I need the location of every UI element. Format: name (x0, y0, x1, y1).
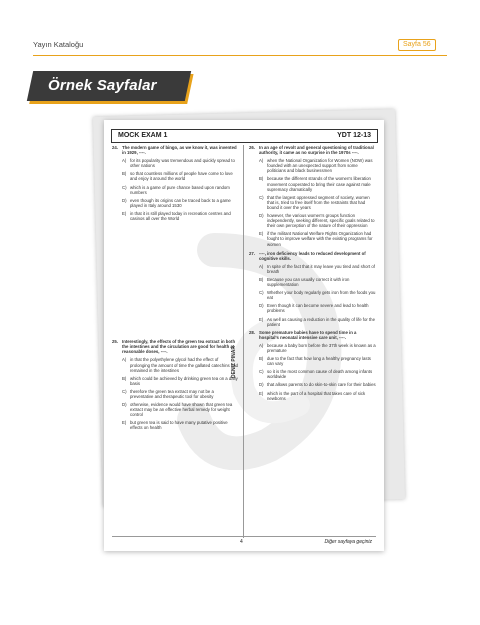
question-block (249, 251, 377, 327)
option-text: Even though it can become severe and lead to health problems (267, 303, 369, 314)
answer-option (112, 420, 238, 430)
question-number: 25. (112, 339, 118, 345)
option-text: Whether your body regularly gets iron from the foods you eat (267, 290, 376, 301)
question-number: 28. (249, 329, 255, 335)
option-letter: A) (259, 263, 264, 269)
option-text: therefore the green tea extract may not be a preventative and therapeutic tool for obesity (130, 388, 214, 399)
answer-option (112, 389, 238, 399)
option-letter: C) (259, 369, 264, 375)
left-column (112, 145, 238, 434)
option-letter: E) (122, 210, 127, 216)
answer-option (249, 213, 377, 228)
option-letter: C) (259, 194, 264, 200)
option-letter: A) (259, 158, 264, 164)
option-text: even though its origins can be traced back to a game played in Italy around 1530 (130, 197, 231, 208)
question-block (112, 339, 238, 430)
answer-option (249, 231, 377, 246)
option-letter: D) (122, 402, 127, 408)
option-letter: A) (122, 158, 127, 164)
answer-option (249, 158, 377, 173)
header-divider (33, 55, 447, 56)
answer-option (112, 357, 238, 372)
option-text: so it is the most common cause of death among infants worldwide (267, 369, 373, 380)
option-text: but green tea is said to have many putative positive effects on health (130, 420, 228, 431)
answer-option (249, 356, 377, 366)
answer-option (249, 277, 377, 287)
question-number: 26. (249, 145, 255, 150)
option-letter: B) (122, 171, 127, 177)
option-text: which is the part of a hospital that takes care of sick newborns (267, 390, 366, 401)
question-number: 24. (112, 145, 118, 150)
answer-option (112, 185, 238, 195)
answer-option (112, 198, 238, 208)
right-column (249, 145, 377, 404)
option-letter: B) (259, 176, 264, 182)
question-block (112, 145, 238, 221)
exam-header (111, 129, 378, 143)
option-letter: C) (259, 290, 264, 296)
option-letter: A) (122, 357, 127, 363)
option-text: so that countless millions of people have come to love and enjoy it around the world (130, 171, 233, 182)
page-number: 4 (240, 539, 243, 545)
question-number: 27. (249, 250, 255, 256)
author-label: DENIZ PINAR (231, 346, 237, 378)
catalog-title: Yayın Kataloğu (33, 40, 84, 49)
option-letter: B) (259, 276, 264, 282)
question-text: In an age of revolt and general questioning of traditional authority, it came as no surprise in the 1970s ----. (259, 145, 374, 156)
answer-option (249, 369, 377, 379)
option-text: due to the fact that how long a healthy pregnancy lasts can vary (267, 356, 371, 367)
answer-option (112, 211, 238, 221)
question-text: Interestingly, the effects of the green tea extract in both the intestines and the circulation are good for health at reasonable doses, ----. (122, 339, 236, 355)
question-text: ----, iron deficiency leads to reduced development of cognitive skills. (259, 250, 366, 261)
question-stem (249, 145, 377, 155)
option-text: in that the polyethylene glycol had the effect of prolonging the amount of time the gallated catechins had remained in the intestines (130, 357, 238, 373)
option-text: if the militant National Welfare Rights Organization had fought to improve welfare with the existing programs for women (267, 231, 373, 247)
section-banner-title: Örnek Sayfalar (48, 77, 157, 94)
footer-divider (112, 536, 376, 537)
question-stem (249, 251, 377, 261)
exam-page (104, 120, 384, 551)
column-divider (243, 145, 244, 538)
answer-option (249, 195, 377, 210)
question-block (249, 145, 377, 247)
option-text: which could be achieved by drinking green tea on a daily basis (130, 375, 238, 386)
option-letter: E) (259, 316, 264, 322)
option-text: that the largest oppressed segment of society, women that is, tried to free itself from the restraints that had bound it over the years (267, 194, 370, 210)
option-letter: D) (122, 197, 127, 203)
option-letter: D) (259, 213, 264, 219)
answer-option (112, 171, 238, 181)
option-letter: D) (259, 382, 264, 388)
answer-option (249, 317, 377, 327)
answer-option (249, 391, 377, 401)
answer-option (249, 176, 377, 191)
answer-option (249, 343, 377, 353)
option-letter: E) (259, 231, 264, 237)
question-stem (249, 330, 377, 340)
option-letter: E) (259, 390, 264, 396)
answer-option (112, 402, 238, 417)
answer-option (249, 290, 377, 300)
answer-option (249, 264, 377, 274)
option-text: otherwise, evidence would have shown that green tea extract may be an effective herbal remedy for weight control (130, 402, 233, 418)
option-text: Because you can usually correct it with iron supplementation (267, 276, 350, 288)
option-text: which is a game of pure chance based upon random numbers (130, 184, 230, 195)
answer-option (249, 382, 377, 387)
option-text: because the different strands of the women's liberation movement cooperated to bring their case against male supremacy dramatically (267, 176, 371, 192)
option-letter: D) (259, 303, 264, 309)
option-text: In spite of the fact that it may leave you tired and short of breath (267, 263, 375, 274)
answer-option (112, 376, 238, 386)
next-page-note: Diğer sayfaya geçiniz (324, 539, 372, 545)
option-text: As well as causing a reduction in the quality of life for the patient (267, 316, 375, 327)
option-text: that allows parents to do skin-to-skin care for their babies (267, 382, 376, 388)
question-text: Some premature babies have to spend time in a hospital's neonatal intensive care unit, ----. (259, 329, 357, 340)
option-letter: E) (122, 420, 127, 426)
question-stem (112, 145, 238, 155)
option-letter: B) (259, 356, 264, 362)
answer-option (249, 303, 377, 313)
question-stem (112, 339, 238, 354)
option-letter: C) (122, 184, 127, 190)
exam-title: MOCK EXAM 1 (118, 132, 168, 139)
option-letter: A) (259, 342, 264, 348)
option-letter: C) (122, 388, 127, 394)
option-text: when the National Organization for Women (NOW) was founded with an unexpected support from some politicians and black businessmen (267, 158, 373, 174)
top-bar (0, 0, 480, 60)
option-letter: B) (122, 375, 127, 381)
option-text: for its popularity was tremendous and quickly spread to other nations (130, 158, 235, 169)
page-badge: Sayfa 56 (398, 39, 436, 51)
answer-option (112, 158, 238, 168)
question-block (249, 330, 377, 401)
option-text: in that it is still played today in recreation centres and casinos all over the World (130, 210, 231, 222)
question-text: The modern game of bingo, as we know it, was invented in 1929, ----. (122, 145, 237, 156)
option-text: because a baby born before the 37th week is known as a premature (267, 342, 376, 353)
exam-code: YDT 12-13 (337, 132, 371, 139)
option-text: however, the various women's groups function independently, seeking different, specific goals related to their own perception of the nature of their oppression (267, 213, 375, 229)
